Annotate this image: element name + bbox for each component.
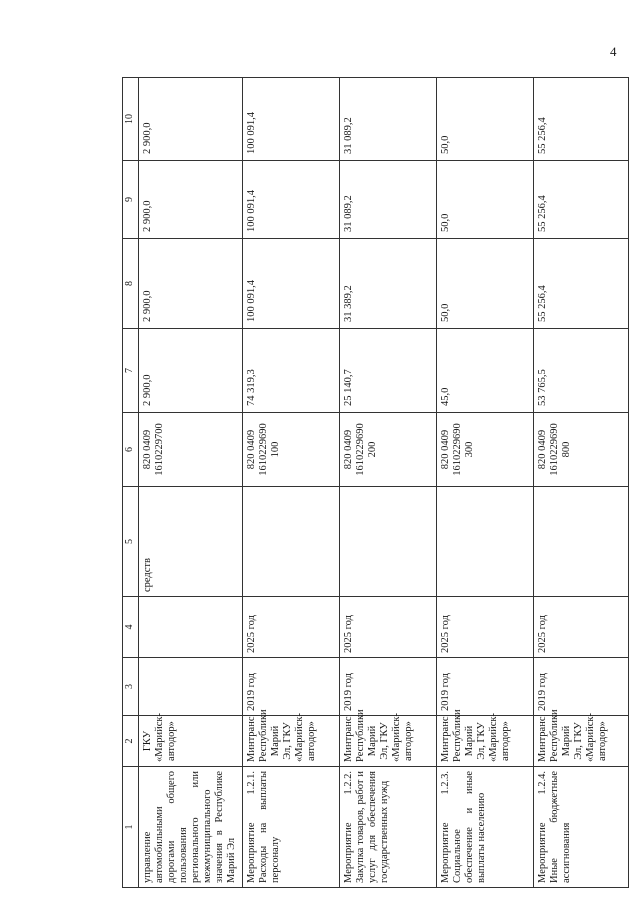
header-cell: 2 <box>123 716 139 767</box>
col5-cell <box>533 487 628 597</box>
measure-name-cell: управление автомобильными дорогами общего пользования регионального или межмуниципального значения в Республике Марий Эл <box>139 767 243 888</box>
col5-cell <box>339 487 436 597</box>
executor-cell: Минтранс Республики Марий Эл, ГКУ «Марийск-автодор» <box>436 716 533 767</box>
value-cell: 55 256,4 <box>533 78 628 161</box>
table-row <box>436 78 533 888</box>
value-cell: 50,0 <box>436 161 533 239</box>
rotated-table-wrapper <box>122 78 622 888</box>
value-cell: 55 256,4 <box>533 161 628 239</box>
measure-name-cell: Мероприятие 1.2.3. Социальное обеспечение и иные выплаты населению <box>436 767 533 888</box>
value-cell: 50,0 <box>436 239 533 329</box>
header-cell: 8 <box>123 239 139 329</box>
header-cell: 9 <box>123 161 139 239</box>
end-year-cell: 2025 год <box>339 597 436 658</box>
executor-cell: Минтранс Республики Марий Эл, ГКУ «Марийск-автодор» <box>533 716 628 767</box>
budget-code-cell: 820 0409 1610229690 200 <box>339 413 436 487</box>
budget-code-cell: 820 0409 1610229690 800 <box>533 413 628 487</box>
header-cell: 5 <box>123 487 139 597</box>
value-cell: 25 140,7 <box>339 329 436 413</box>
start-year-cell <box>139 658 243 716</box>
value-cell: 55 256,4 <box>533 239 628 329</box>
executor-cell: ГКУ «Марийск-автодор» <box>139 716 243 767</box>
value-cell: 53 765,5 <box>533 329 628 413</box>
header-cell: 6 <box>123 413 139 487</box>
budget-table <box>122 77 629 888</box>
end-year-cell: 2025 год <box>436 597 533 658</box>
value-cell: 2 900,0 <box>139 78 243 161</box>
value-cell: 100 091,4 <box>242 161 339 239</box>
start-year-cell: 2019 год <box>242 658 339 716</box>
end-year-cell: 2025 год <box>533 597 628 658</box>
value-cell: 2 900,0 <box>139 239 243 329</box>
executor-cell: Минтранс Республики Марий Эл, ГКУ «Марийск-автодор» <box>242 716 339 767</box>
value-cell: 45,0 <box>436 329 533 413</box>
header-row <box>123 78 139 888</box>
page-number: 4 <box>610 44 617 59</box>
measure-name-cell: Мероприятие 1.2.4. Иные бюджетные ассигнования <box>533 767 628 888</box>
start-year-cell: 2019 год <box>339 658 436 716</box>
table-row <box>339 78 436 888</box>
value-cell: 2 900,0 <box>139 161 243 239</box>
start-year-cell: 2019 год <box>436 658 533 716</box>
value-cell: 31 389,2 <box>339 239 436 329</box>
col5-cell <box>242 487 339 597</box>
budget-code-cell: 820 0409 1610229690 100 <box>242 413 339 487</box>
budget-code-cell: 820 0409 1610229700 <box>139 413 243 487</box>
table-row <box>242 78 339 888</box>
header-cell: 1 <box>123 767 139 888</box>
measure-name-cell: Мероприятие 1.2.2. Закупка товаров, работ и услуг для обеспечения государственных нужд <box>339 767 436 888</box>
header-cell: 10 <box>123 78 139 161</box>
header-cell: 3 <box>123 658 139 716</box>
measure-name-cell: Мероприятие 1.2.1. Расходы на выплаты персоналу <box>242 767 339 888</box>
value-cell: 100 091,4 <box>242 239 339 329</box>
value-cell: 74 319,3 <box>242 329 339 413</box>
value-cell: 50,0 <box>436 78 533 161</box>
table-row <box>533 78 628 888</box>
executor-cell: Минтранс Республики Марий Эл, ГКУ «Марийск-автодор» <box>339 716 436 767</box>
value-cell: 31 089,2 <box>339 78 436 161</box>
end-year-cell <box>139 597 243 658</box>
value-cell: 31 089,2 <box>339 161 436 239</box>
header-cell: 4 <box>123 597 139 658</box>
header-cell: 7 <box>123 329 139 413</box>
value-cell: 100 091,4 <box>242 78 339 161</box>
budget-code-cell: 820 0409 1610229690 300 <box>436 413 533 487</box>
start-year-cell: 2019 год <box>533 658 628 716</box>
value-cell: 2 900,0 <box>139 329 243 413</box>
col5-cell: средств <box>139 487 243 597</box>
col5-cell <box>436 487 533 597</box>
end-year-cell: 2025 год <box>242 597 339 658</box>
table-row <box>139 78 243 888</box>
